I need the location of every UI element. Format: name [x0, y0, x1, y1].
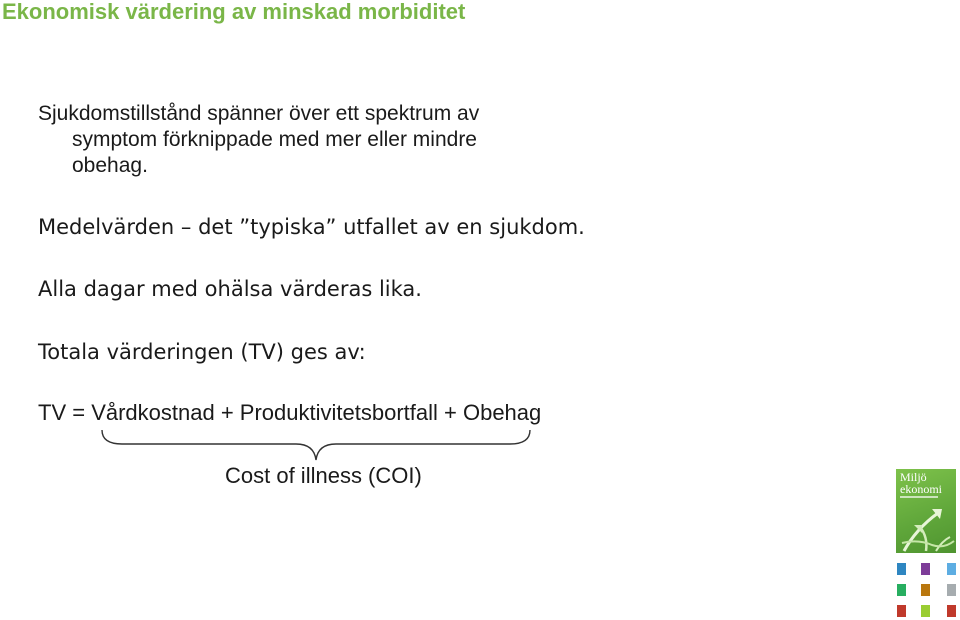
paragraph-equal-days: Alla dagar med ohälsa värderas lika. — [38, 277, 422, 301]
underbrace-icon — [100, 428, 532, 462]
slide-title: Ekonomisk värdering av minskad morbiditet — [2, 0, 466, 24]
formula-plus: + — [437, 400, 463, 425]
color-tile — [921, 605, 930, 617]
paragraph-line: symptom förknippade med mer eller mindre — [72, 128, 477, 151]
paragraph-total-valuation: Totala värderingen (TV) ges av: — [38, 340, 366, 364]
color-tile — [947, 584, 956, 596]
formula-lhs: TV = — [38, 400, 92, 425]
color-tile — [897, 584, 906, 596]
paragraph-line: Sjukdomstillstånd spänner över ett spektrum av — [38, 102, 480, 125]
color-tile — [947, 605, 956, 617]
color-tile — [897, 563, 906, 575]
formula-term-discomfort: Obehag — [462, 400, 542, 425]
formula-plus: + — [214, 400, 240, 425]
miljoekonomi-book-logo — [896, 469, 956, 553]
color-tile — [921, 563, 930, 575]
coi-label: Cost of illness (COI) — [225, 463, 422, 488]
formula-term-care-cost: Vårdkostnad — [91, 400, 215, 425]
color-tile — [897, 605, 906, 617]
book-divider — [900, 496, 938, 498]
color-tile-grid — [897, 563, 959, 619]
color-tile — [921, 584, 930, 596]
formula-term-productivity-loss: Produktivitetsbortfall — [239, 400, 438, 425]
color-tile — [947, 563, 956, 575]
book-title: Miljö ekonomi — [900, 470, 942, 496]
paragraph-line: obehag. — [72, 154, 148, 177]
paragraph-averages: Medelvärden – det ”typiska” utfallet av en sjukdom. — [38, 215, 585, 239]
paragraph-disease-spectrum — [38, 101, 479, 179]
growth-arrow-icon — [896, 499, 956, 553]
valuation-formula — [38, 399, 541, 427]
